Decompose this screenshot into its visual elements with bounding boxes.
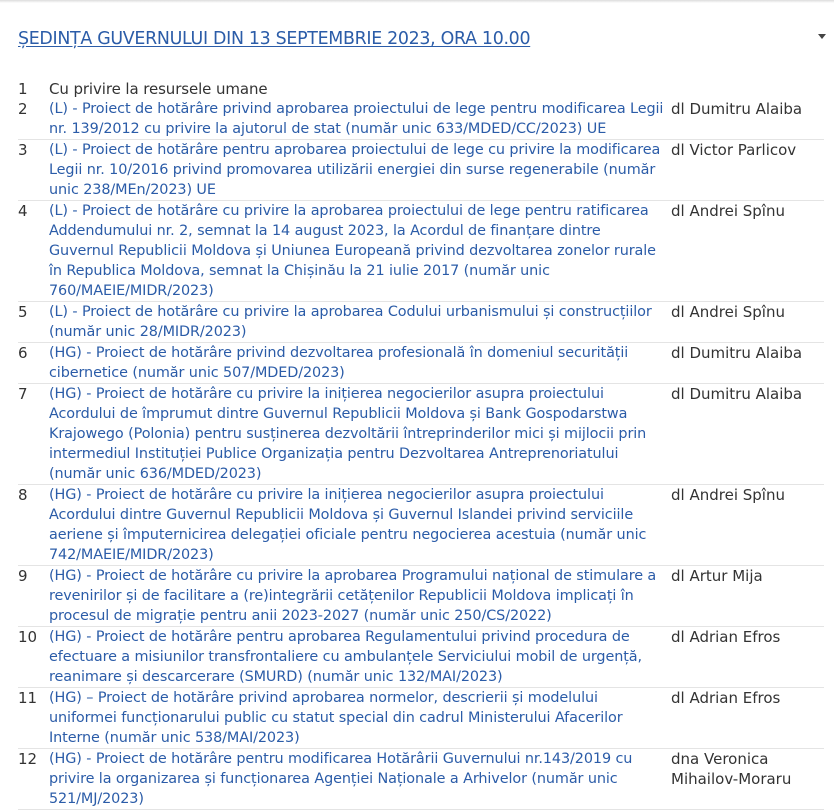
agenda-row [18,566,824,627]
agenda-item-link[interactable]: (HG) – Proiect de hotărâre privind aprobarea normelor, descrierii și modelului uniformei funcționarului public cu statut special din cadrul Ministerului Afacerilor Interne (număr unic 538/MAI/2023) [49,690,623,746]
agenda-list [18,79,824,810]
agenda-item-link[interactable]: (HG) - Proiect de hotărâre cu privire la inițierea negocierilor asupra proiectului Acordului dintre Guvernul Republicii Moldova și Guvernul Islandei privind serviciile aeriene și împuternicirea delegației oficiale pentru negocierea acestuia (număr unic 742/MAEIE/MIDR/2023) [49,487,647,563]
agenda-item-link[interactable]: (L) - Proiect de hotărâre cu privire la aprobarea proiectului de lege pentru ratificarea Addendumului nr. 2, semnat la 14 august 2023, la Acordul de finanțare dintre Guvernul Republicii Moldova și Uniunea Europeană privind dezvoltarea zonelor rurale în Republica Moldova, semnat la Chișinău la 21 iulie 2017 (număr unic 760/MAEIE/MIDR/2023) [49,203,656,299]
agenda-item-responsible: dna Veronica Mihailov-Moraru [671,750,792,788]
agenda-item-responsible: dl Andrei Spînu [671,486,785,504]
agenda-row [18,79,824,99]
agenda-row [18,99,824,140]
agenda-item-responsible: dl Andrei Spînu [671,303,785,321]
agenda-item-number: 2 [18,100,28,118]
agenda-item-number: 9 [18,567,28,585]
agenda-item-link[interactable]: (HG) - Proiect de hotărâre pentru aprobarea Regulamentului privind procedura de efectuare a misiunilor transfrontaliere cu ambulanțele Serviciului mobil de urgență, reanimare și descarcerare (SMURD) (număr unic 132/MAI/2023) [49,629,642,685]
agenda-item-number: 3 [18,141,28,159]
agenda-item-responsible: dl Victor Parlicov [671,141,797,159]
agenda-row [18,749,824,810]
agenda-item-responsible: dl Andrei Spînu [671,202,785,220]
agenda-row [18,302,824,343]
agenda-item-link[interactable]: (HG) - Proiect de hotărâre cu privire la aprobarea Programului național de stimulare a revenirilor și de facilitare a (re)integrării cetățenilor Republicii Moldova implicați în procesul de migrație pentru anii 2023-2027 (număr unic 250/CS/2022) [49,568,657,624]
agenda-item-link[interactable]: (HG) - Proiect de hotărâre privind dezvoltarea profesională în domeniul securității cibernetice (număr unic 507/MDED/2023) [49,345,629,381]
agenda-item-number: 10 [18,628,38,646]
agenda-item-responsible: dl Adrian Efros [671,628,781,646]
agenda-row [18,485,824,566]
agenda-item-link[interactable]: (HG) - Proiect de hotărâre pentru modificarea Hotărârii Guvernului nr.143/2019 cu privire la organizarea și funcționarea Agenției Naționale a Arhivelor (număr unic 521/MJ/2023) [49,751,633,807]
agenda-row [18,627,824,688]
chevron-down-icon[interactable] [818,34,826,39]
agenda-item-link[interactable]: (HG) - Proiect de hotărâre cu privire la inițierea negocierilor asupra proiectului Acordului de împrumut dintre Guvernul Republicii Moldova și Bank Gospodarstwa Krajowego (Polonia) pentru susținerea dezvoltării întreprinderilor mici și mijlocii prin intermediul Instituției Publice Organizația pentru Dezvoltarea Antreprenoriatului (număr unic 636/MDED/2023) [49,386,647,482]
agenda-row [18,384,824,485]
agenda-item-responsible: dl Dumitru Alaiba [671,385,803,403]
agenda-item-responsible: dl Adrian Efros [671,689,781,707]
agenda-item-number: 11 [18,689,38,707]
agenda-item-number: 7 [18,385,28,403]
agenda-item-responsible: dl Artur Mija [671,567,763,585]
agenda-item-responsible: dl Dumitru Alaiba [671,344,803,362]
agenda-row [18,140,824,201]
agenda-item-link[interactable]: (L) - Proiect de hotărâre cu privire la aprobarea Codului urbanismului și construcțiilor (număr unic 28/MIDR/2023) [49,304,652,340]
agenda-item-number: 8 [18,486,28,504]
agenda-item-number: 1 [18,80,28,98]
agenda-item-number: 4 [18,202,28,220]
meeting-title-link[interactable]: ȘEDINȚA GUVERNULUI DIN 13 SEPTEMBRIE 2023, ORA 10.00 [18,29,531,49]
agenda-item-number: 5 [18,303,28,321]
agenda-row [18,343,824,384]
agenda-item-responsible: dl Dumitru Alaiba [671,100,803,118]
agenda-row [18,688,824,749]
agenda-row [18,201,824,302]
agenda-item-link[interactable]: (L) - Proiect de hotărâre pentru aprobarea proiectului de lege cu privire la modificarea Legii nr. 10/2016 privind promovarea utilizării energiei din surse regenerabile (număr unic 238/MEn/2023) UE [49,142,661,198]
agenda-item-number: 6 [18,344,28,362]
agenda-item-responsible [671,79,824,99]
agenda-item-link[interactable]: (L) - Proiect de hotărâre privind aprobarea proiectului de lege pentru modificarea Legii nr. 139/2012 cu privire la ajutorul de stat (număr unic 633/MDED/CC/2023) UE [49,101,664,137]
top-divider [0,0,834,3]
agenda-item-number: 12 [18,750,38,768]
section-header[interactable] [18,29,826,53]
agenda-item-title: Cu privire la resursele umane [49,80,268,98]
